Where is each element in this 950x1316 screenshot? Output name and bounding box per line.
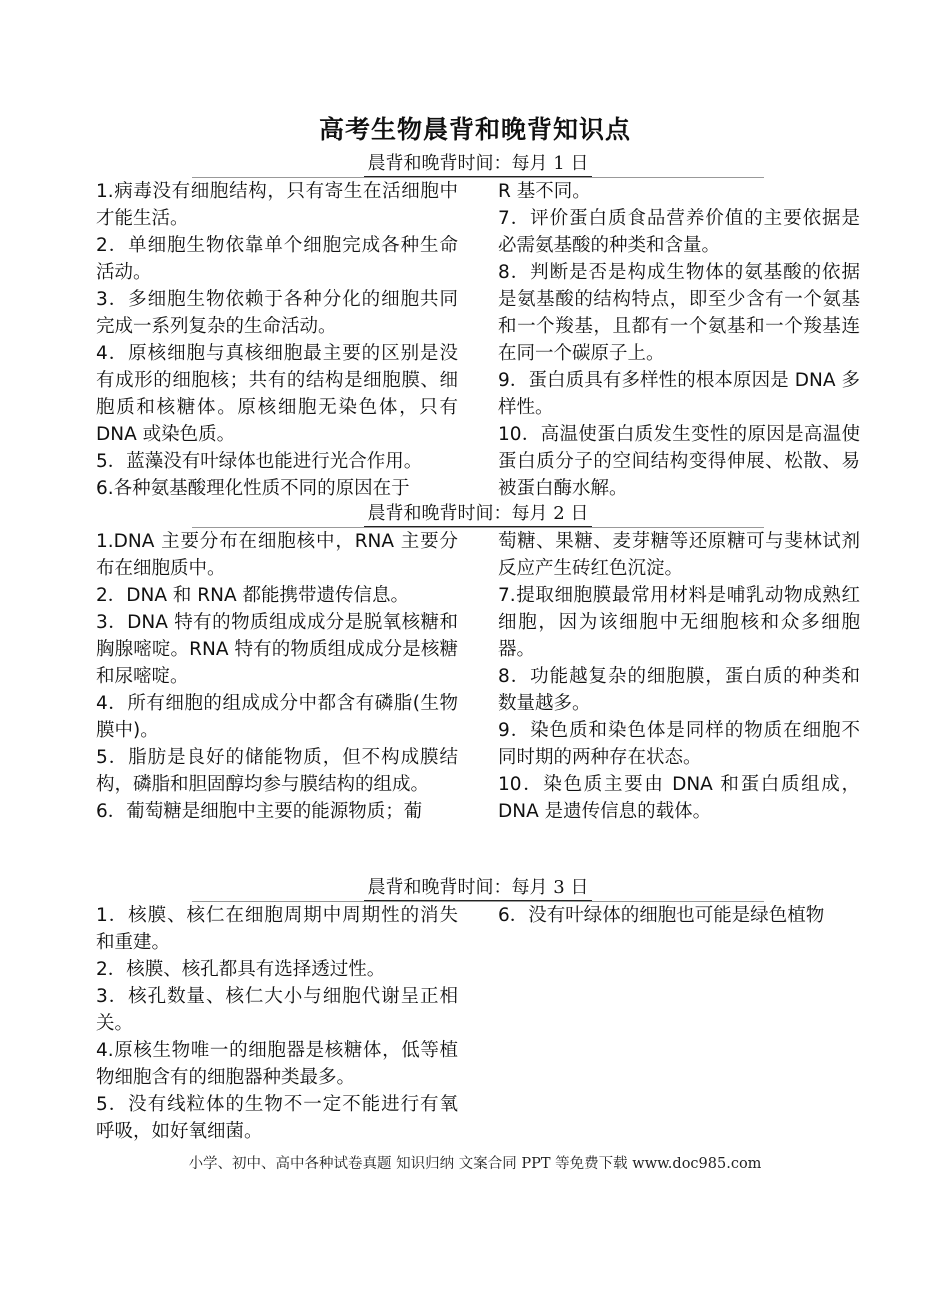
section-header (96, 152, 860, 178)
list-item: 1.病毒没有细胞结构，只有寄生在活细胞中才能生活。 (96, 181, 458, 229)
list-item: 4．原核细胞与真核细胞最主要的区别是没有成形的细胞核；共有的结构是细胞膜、细胞质和核糖体。原核细胞无染色体，只有 DNA 或染色质。 (96, 343, 458, 445)
list-item: 2．DNA 和 RNA 都能携带遗传信息。 (96, 585, 410, 606)
list-item: 6．葡萄糖是细胞中主要的能源物质；葡 (96, 801, 423, 822)
list-item: 3．多细胞生物依赖于各种分化的细胞共同完成一系列复杂的生命活动。 (96, 289, 458, 337)
two-column-body (96, 178, 860, 502)
list-item: 6．没有叶绿体的细胞也可能是绿色植物 (498, 905, 825, 926)
right-column (498, 528, 860, 825)
list-item: 6.各种氨基酸理化性质不同的原因在于 (96, 478, 410, 499)
list-item: 10．染色质主要由 DNA 和蛋白质组成，DNA 是遗传信息的载体。 (498, 774, 860, 822)
list-item: 7．评价蛋白质食品营养价值的主要依据是必需氨基酸的种类和含量。 (498, 208, 860, 256)
section-header-text: 晨背和晚背时间：每月 2 日 (364, 502, 593, 527)
list-item: 7.提取细胞膜最常用材料是哺乳动物成熟红细胞，因为该细胞中无细胞核和众多细胞器。 (498, 585, 860, 660)
list-item: 3．DNA 特有的物质组成成分是脱氧核糖和胸腺嘧啶。RNA 特有的物质组成成分是核糖和尿嘧啶。 (96, 612, 458, 687)
section-header-text: 晨背和晚背时间：每月 1 日 (364, 152, 593, 177)
section-day-3 (96, 876, 860, 1145)
list-item: 8．功能越复杂的细胞膜，蛋白质的种类和数量越多。 (498, 666, 860, 714)
right-column (498, 902, 860, 1145)
section-divider (192, 177, 764, 178)
list-item: 5．蓝藻没有叶绿体也能进行光合作用。 (96, 451, 423, 472)
section-header (96, 502, 860, 528)
section-divider (192, 527, 764, 528)
list-item: 萄糖、果糖、麦芽糖等还原糖可与斐林试剂反应产生砖红色沉淀。 (498, 531, 860, 579)
list-item: 3．核孔数量、核仁大小与细胞代谢呈正相关。 (96, 986, 458, 1034)
list-item: 2．单细胞生物依靠单个细胞完成各种生命活动。 (96, 235, 458, 283)
list-item: 4．所有细胞的组成成分中都含有磷脂(生物膜中)。 (96, 693, 458, 741)
page-footer: 小学、初中、高中各种试卷真题 知识归纳 文案合同 PPT 等免费下载 www.doc985.com (188, 1156, 762, 1172)
list-item: 1．核膜、核仁在细胞周期中周期性的消失和重建。 (96, 905, 458, 953)
list-item: 10．高温使蛋白质发生变性的原因是高温使蛋白质分子的空间结构变得伸展、松散、易被蛋白酶水解。 (498, 424, 860, 499)
list-item: 2．核膜、核孔都具有选择透过性。 (96, 959, 386, 980)
two-column-body (96, 528, 860, 825)
left-column (96, 528, 458, 825)
list-item: 5．没有线粒体的生物不一定不能进行有氧呼吸，如好氧细菌。 (96, 1094, 458, 1142)
document-title: 高考生物晨背和晚背知识点 (318, 115, 631, 144)
list-item: 9．蛋白质具有多样性的根本原因是 DNA 多样性。 (498, 370, 860, 418)
list-item: 4.原核生物唯一的细胞器是核糖体，低等植物细胞含有的细胞器种类最多。 (96, 1040, 458, 1088)
section-header-text: 晨背和晚背时间：每月 3 日 (364, 876, 593, 901)
section-divider (192, 901, 764, 902)
list-item: 1.DNA 主要分布在细胞核中，RNA 主要分布在细胞质中。 (96, 531, 458, 579)
section-day-1 (96, 152, 860, 502)
list-item: 5．脂肪是良好的储能物质，但不构成膜结构，磷脂和胆固醇均参与膜结构的组成。 (96, 747, 458, 795)
left-column (96, 902, 458, 1145)
right-column (498, 178, 860, 502)
list-item: 9．染色质和染色体是同样的物质在细胞不同时期的两种存在状态。 (498, 720, 860, 768)
section-day-2 (96, 502, 860, 825)
two-column-body (96, 902, 860, 1145)
list-item: 8．判断是否是构成生物体的氨基酸的依据是氨基酸的结构特点，即至少含有一个氨基和一个羧基，且都有一个氨基和一个羧基连在同一个碳原子上。 (498, 262, 860, 364)
list-item: R 基不同。 (498, 181, 591, 202)
left-column (96, 178, 458, 502)
section-header (96, 876, 860, 902)
